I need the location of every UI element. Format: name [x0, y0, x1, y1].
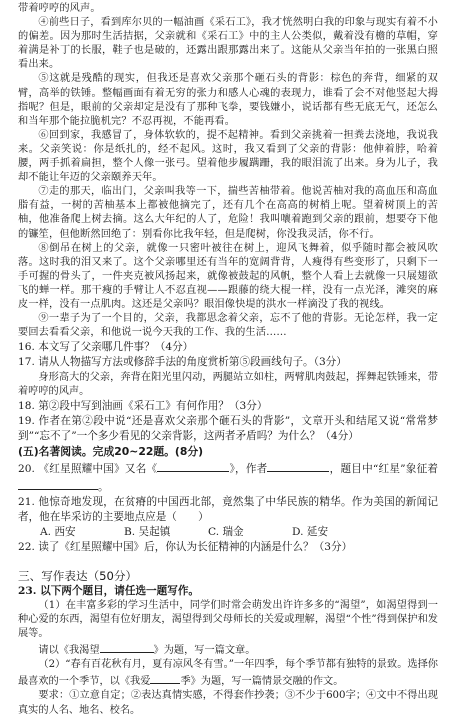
- writing-task-1-text-a: 请以《我渴望: [38, 645, 100, 657]
- writing-prompt-2: [18, 658, 438, 689]
- passage-line-top: 带着哼哼的风声。: [18, 3, 101, 14]
- answer-blank-season[interactable]: [150, 672, 180, 684]
- question-19: 19. 作者在第②段中说“还是喜欢父亲那个砸石头的背影”，文章开头和结尾又说“常常梦到”“忘不了”一个多少看见的父亲背影，这两者矛盾吗？为什么？（4分）: [18, 415, 438, 443]
- answer-blank-alt-title[interactable]: [157, 460, 229, 472]
- question-17-quote: 身形高大的父亲，奔背在阳光里闪动，两腿站立如柱，两臂肌肉鼓起，挥舞起铁锤来，带着哼哼的风声。: [18, 371, 438, 397]
- spacer: [18, 556, 438, 568]
- question-17: 17. 请从人物描写方法或修辞手法的角度赏析第⑤段画线句子。（3分）: [18, 356, 347, 369]
- question-21-choices: [18, 525, 438, 540]
- choice-b[interactable]: B. 吴起镇: [124, 526, 171, 539]
- choice-a[interactable]: A. 西安: [40, 526, 76, 539]
- passage-paragraph-9: ⑨一辈子为了一个目的，父亲，我都思念着父亲，忘不了他的背影。无论怎样，我一定要回去看看父亲，和他说一说今天我的工作、我的生活……: [18, 313, 438, 339]
- writing-prompt-2-text-b: 季》为题，写一篇情景交融的作文。: [180, 676, 344, 688]
- question-20-text-c: ，题目中“红星”象征着: [329, 463, 438, 476]
- passage-paragraph-4: ④前些日子，看到库尔贝的一幅油画《采石工》，我才恍然明白我的印象与现实有着不小的偏差。因为那时生活拮据，父亲就和《采石工》中的主人公类似，戴着没有檐的草帽，穿着满是补丁的长服，鞋子也是破的，还露出跟那露出来了。这能从父亲当年拍的一张黑白照看出来。: [18, 17, 438, 71]
- answer-blank-author[interactable]: [267, 460, 329, 472]
- question-21: 21. 他惊奇地发现，在贫瘠的中国西北部，竟然集了中华民族的精华。作为美国的新闻记者，他在毕采访的主要地点应是（ ）: [18, 495, 438, 524]
- writing-task-1: [18, 641, 438, 658]
- question-23: 23. 以下两个题目，请任选一题写作。: [18, 584, 200, 597]
- question-22: 22. 读了《红星照耀中国》后，你认为长征精神的内涵是什么？（3分）: [18, 541, 353, 554]
- writing-task-1-text-b: 》为题，写一篇文章。: [153, 645, 256, 657]
- question-16: 16. 本文写了父亲哪几件事？（4分）: [18, 341, 194, 354]
- writing-prompt-2-text-a: （2）“春有百花秋有月，夏有凉风冬有雪。”一年四季，每个季节都有独特的景致。选择你最喜欢的一个季节，以《我爱: [18, 659, 438, 688]
- section-3-title: 三、写作表达（50分）: [18, 568, 138, 583]
- question-20: [18, 460, 438, 494]
- writing-requirements: 要求：①立意自定；②表达真情实感，不得套作抄袭；③不少于600字；④文中不得出现真实的人名、地名、校名。: [18, 690, 438, 716]
- passage-paragraph-6: ⑥回到家，我感冒了，身体软软的，提不起精神。看到父亲挑着一担粪去浇地，我说我来。父亲笑说：你是纸扎的，经不起风。这时，我又看到了父亲的背影：他伸着脖，哈着腰，两手抓着扁担，整个人像一张弓。望着他步履蹒跚，我的眼泪流了出来。身为儿子，我却不能让年迈的父亲颐养天年。: [18, 129, 438, 184]
- question-20-text-d: 。: [98, 480, 109, 493]
- passage-paragraph-7: ⑦走的那天，临出门，父亲叫我等一下，揣些苦柚带着。他说苦柚对我的高血压和高血脂有益，一树的苦柚基本上都被他摘完了，还有几个在高高的树梢上呢。望着树顶上的苦柚，他准备爬上树去摘。这么大年纪的人了，危险！我叫嚷着跑到父亲的跟前，想要夺下他的镰笙，但他断然回绝了：别看你比我年轻，但是爬树，你没我灵活，你不行。: [18, 186, 438, 240]
- question-18: 18. 第②段中写到油画《采石工》有何作用？（3分）: [18, 399, 268, 412]
- section-5-title: (五)名著阅读。完成20~22题。(8分): [18, 445, 204, 459]
- choice-d[interactable]: D. 延安: [292, 526, 329, 539]
- choice-c[interactable]: C. 瑞金: [208, 526, 244, 539]
- writing-prompt-1: （1）在丰富多彩的学习生活中，同学们时常会萌发出许许多多的“渴望”，如渴望得到一种心爱的东西，渴望有位好朋友，渴望得到父母师长的关爱或理解，渴望“个性”得到保护和发展等。: [18, 599, 438, 640]
- answer-blank-symbol[interactable]: [18, 478, 98, 490]
- question-20-text-a: 20. 《红星照耀中国》又名《: [18, 463, 158, 476]
- passage-paragraph-5: ⑤这就是残酷的现实，但我还是喜欢父亲那个砸石头的背影：棕色的奔背，细紧的双臂，高举的铁锤。整幅画面有着无穷的张力和感人心魂的表现力，谁看了会不对他竖起大拇指呢？但是，眼前的父亲却定是没有了那种飞拳，要钱嫌小，说话都有些无底无气，还怎么和当年那个能拉脆机完？不忍再视，不能再看。: [18, 73, 438, 127]
- passage-paragraph-8: ⑧倒吊在树上的父亲，就像一只密叶被往在树上，迎风飞舞着，似乎随时都会被风吹落。这时我的泪又来了。这个父亲哪里还有当年的宽阔背背，人瘦得有些变形了，只剩下一手可握的骨头了，一件夹克被风扬起来，就像被鼓起的风帆，整个人看上去就像一只展翅欲飞的蝉一样。那干瘦的手臂让人不忍直视——跟藤的绕大棍一样，没有一点光泽，滩突的麻皮一样，没有一点肌肉。这还是父亲吗？眼泪像快堤的洪水一样滴没了我的视线。: [18, 242, 438, 310]
- question-20-text-b: 》，作者: [229, 463, 268, 476]
- answer-blank-title-1[interactable]: [100, 641, 154, 653]
